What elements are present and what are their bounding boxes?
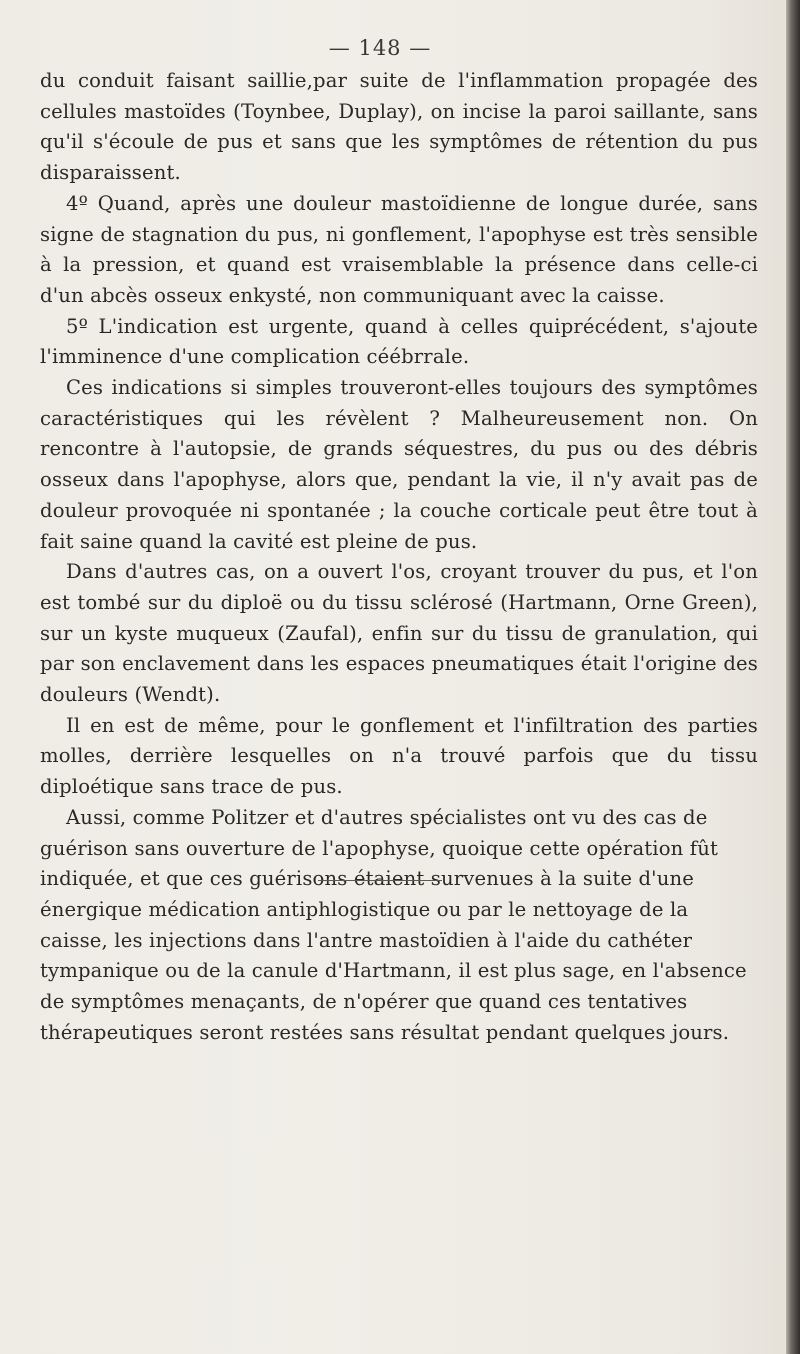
- page-edge-shadow: [786, 0, 800, 1354]
- paragraph-2: 4º Quand, après une douleur mastoïdienne de longue durée, sans signe de stagnation du pus, ni gonflement, l'apophyse est très sensible à la pression, et quand est vraisemblable la présence dans celle-ci d'un abcès osseux enkysté, non communiquant avec la caisse.: [40, 191, 758, 307]
- page-number: — 148 —: [328, 36, 432, 60]
- paragraph-7: Aussi, comme Politzer et d'autres spécialistes ont vu des cas de guérison sans ouverture de l'apophyse, quoique cette opération fût indiquée, et que ces guérisons étaient survenues à la suite d'une énergique médication antiphlogistique ou par le nettoyage de la caisse, les injections dans l'antre mastoïdien à l'aide du cathéter tympanique ou de la canule d'Hartmann, il est plus sage, en l'absence de symptômes menaçants, de n'opérer que quand ces tentatives thérapeutiques seront restées sans résultat pendant quelques jours.: [40, 805, 747, 1044]
- body-text: [40, 66, 758, 1049]
- paragraph-4: Ces indications si simples trouveront-elles toujours des symptômes caractéristiques qui les révèlent ? Malheureusement non. On rencontre à l'autopsie, de grands séquestres, du pus ou des débris osseux dans l'apophyse, alors que, pendant la vie, il n'y avait pas de douleur provoquée ni spontanée ; la couche corticale peut être tout à fait saine quand la cavité est pleine de pus.: [40, 376, 758, 553]
- footer-rule: [318, 880, 442, 881]
- paragraph-6: Il en est de même, pour le gonflement et l'infiltration des parties molles, derrière lesquelles on n'a trouvé parfois que du tissu diploétique sans trace de pus.: [40, 713, 758, 799]
- paragraph-1: du conduit faisant saillie,par suite de l'inflammation propagée des cellules mastoïdes (Toynbee, Duplay), on incise la paroi saillante, sans qu'il s'écoule de pus et sans que les symptômes de rétention du pus disparaissent.: [40, 69, 758, 185]
- paragraph-3: 5º L'indication est urgente, quand à celles quiprécédent, s'ajoute l'imminence d'une complication céébrrale.: [40, 314, 758, 369]
- paragraph-5: Dans d'autres cas, on a ouvert l'os, croyant trouver du pus, et l'on est tombé sur du diploë ou du tissu sclérosé (Hartmann, Orne Green), sur un kyste muqueux (Zaufal), enfin sur du tissu de granulation, qui par son enclavement dans les espaces pneumatiques était l'origine des douleurs (Wendt).: [40, 560, 758, 707]
